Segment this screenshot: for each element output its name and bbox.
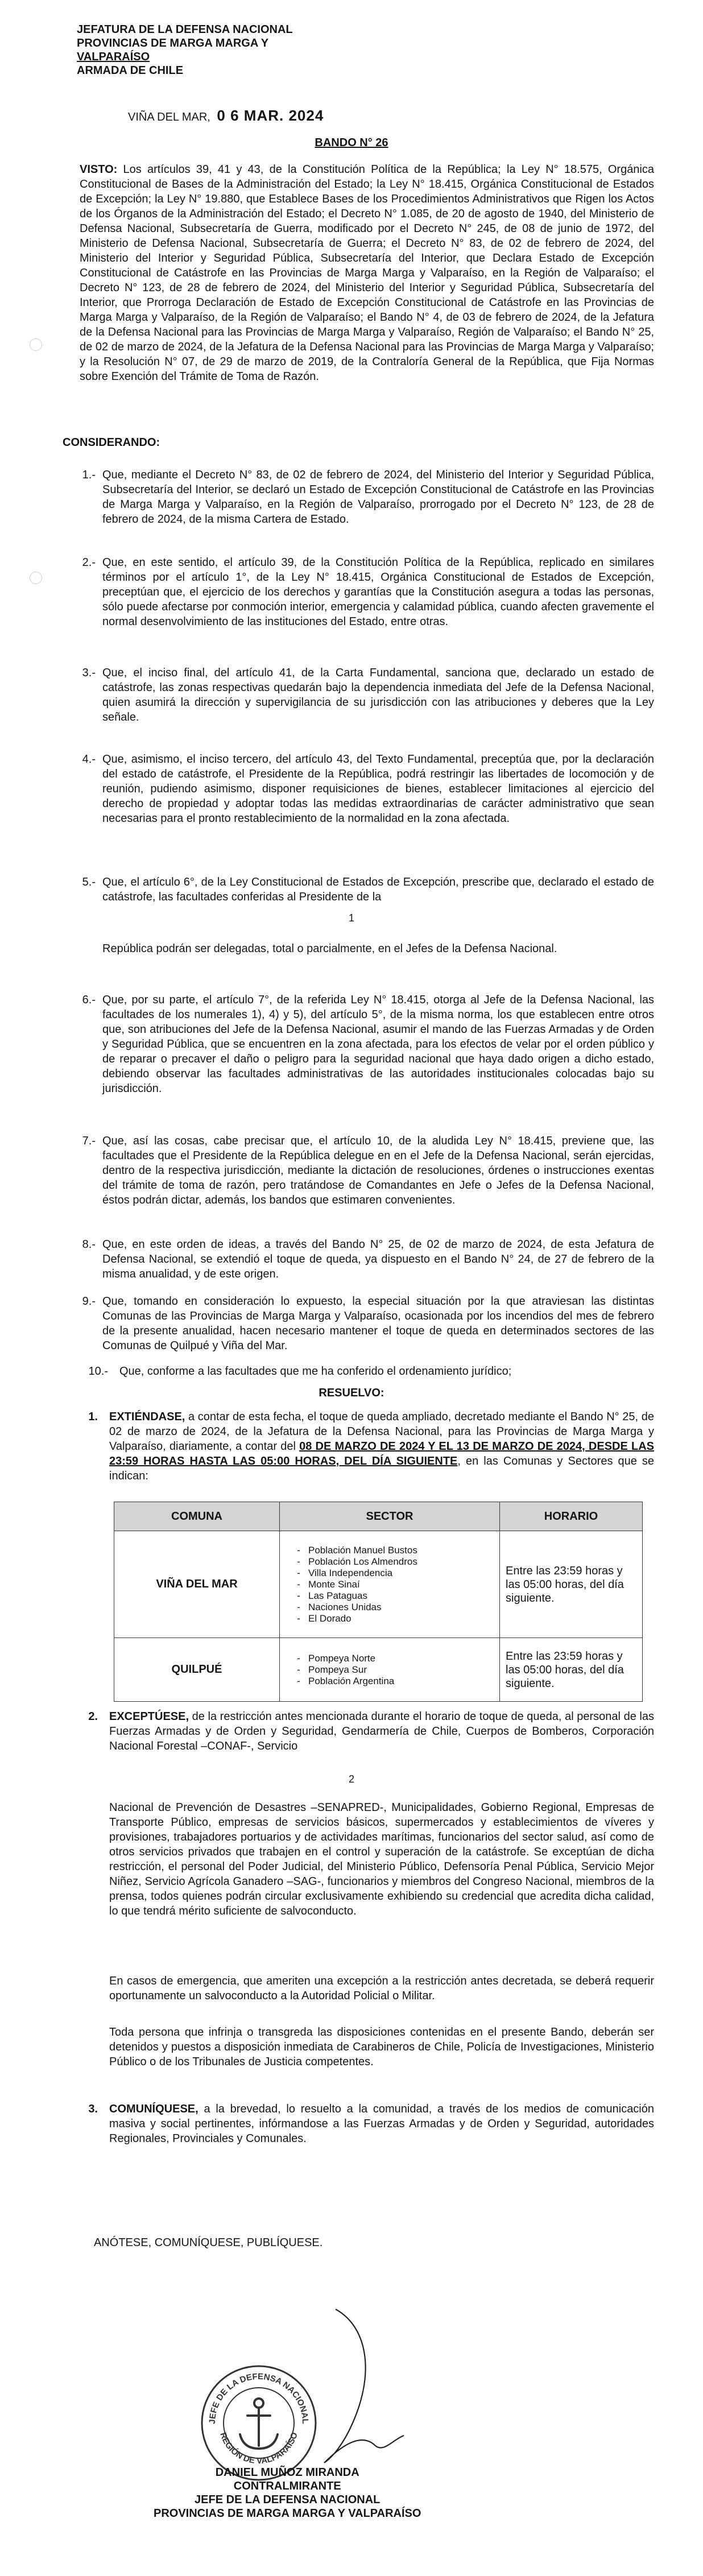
list-item: - El Dorado — [308, 1613, 494, 1624]
item-number: 7.- — [82, 1135, 96, 1147]
item-text: Que, asimismo, el inciso tercero, del artículo 43, del Texto Fundamental, preceptúa que, por la declaración del estado de catástrofe, el Presidente de la República, podrá restringir las libertades de locomoción y de reunión, pudiendo asimismo, disponer requisiciones de bienes, establecer limitaciones al ejercicio del derecho de propiedad y adoptar todas las medidas extraordinarias de carácter administrativo que sean necesarias para el pronto restablecimiento de la normalidad en la zona afectada. — [102, 753, 654, 825]
considerando-item — [68, 555, 654, 629]
item-text-a: a la brevedad, lo resuelto a la comunidad, a través de los medios de comunicación masiva y social pertinentes, infórmandose a las Fuerzas Armadas y de Orden y Seguridad, autoridades Regionales, Provinciales y Comunales. — [109, 2103, 654, 2145]
seal-top-text: JEFE DE LA DEFENSA NACIONAL — [207, 2371, 311, 2424]
letterhead-line: PROVINCIAS DE MARGA MARGA Y — [77, 37, 269, 49]
item-number: 1.- — [82, 469, 96, 481]
item-number: 2.- — [82, 556, 96, 569]
item-text — [109, 1409, 654, 1483]
comuna-cell: QUILPUÉ — [114, 1638, 280, 1702]
visto-label: VISTO: — [80, 163, 118, 176]
item-text-d: Toda persona que infrinja o transgreda las disposiciones contenidas en el presente Bando, deberán ser detenidos y puestos a disposición inmediata de Carabineros de Chile, Policía de Investigaciones, Ministerio Público o de los Tribunales de Justicia competentes. — [109, 2026, 654, 2068]
considerando-item — [68, 1294, 654, 1353]
list-item: - Las Pataguas — [308, 1590, 494, 1602]
list-item: - Población Los Almendros — [308, 1556, 494, 1568]
item-number: 8.- — [82, 1238, 96, 1251]
item-lead: EXTIÉNDASE, — [109, 1411, 185, 1423]
handwritten-signature — [313, 2304, 415, 2474]
list-item: - Monte Sinaí — [308, 1579, 494, 1590]
sector-cell — [280, 1531, 500, 1638]
date-place: VIÑA DEL MAR, — [128, 111, 210, 123]
considerando-item — [68, 665, 654, 725]
letterhead — [77, 23, 293, 77]
date-line — [128, 107, 324, 125]
document-title: BANDO N° 26 — [315, 137, 388, 149]
item-lead: COMUNÍQUESE, — [109, 2103, 199, 2115]
sector-list — [286, 1653, 494, 1687]
item-text: Que, en este sentido, el artículo 39, de la Constitución Política de la República, replicado en similares términos por el artículo 1°, de la Ley N° 18.415, Orgánica Constitucional de Estados de Excepción, preceptúan que, el ejercicio de los derechos y garantías que la Constitución asegura a todas las personas, sólo puede afectarse por conmoción interior, emergencia y calamidad pública, cuando afecten gravemente el normal desenvolvimiento de las instituciones del Estado, entre otras. — [102, 556, 654, 628]
list-item: - Pompeya Sur — [308, 1664, 494, 1676]
anchor-icon — [240, 2399, 278, 2449]
signer-role: JEFE DE LA DEFENSA NACIONAL — [195, 2494, 381, 2506]
item-number: 4.- — [82, 753, 96, 766]
signer-rank: CONTRALMIRANTE — [233, 2480, 341, 2492]
item-text: Que, conforme a las facultades que me ha conferido el ordenamiento jurídico; — [119, 1365, 512, 1378]
list-item: - Población Manuel Bustos — [308, 1545, 494, 1556]
item-text — [109, 2102, 654, 2146]
page-number: 2 — [348, 1773, 354, 1785]
item-text: Que, tomando en consideración lo expuesto, la especial situación por la que atraviesan las distintas Comunas de las Provincias de Marga Marga y Valparaíso, ocasionada por los incendios del mes de febrero de la presente anualidad, hacen necesario mantener el toque de queda en determinados sectores de las Comunas de Quilpué y Viña del Mar. — [102, 1295, 654, 1352]
item-text: Que, así las cosas, cabe precisar que, el artículo 10, de la aludida Ley N° 18.415, previene que, las facultades que el Presidente de la República delegue en en el Jefe de la Defensa Nacional, serán ejercidas, dentro de la respectiva jurisdicción, mediante la dictación de resoluciones, órdenes o instrucciones exentas del trámite de toma de razón, pero tratándose de Comandantes en Jefe o Jefes de la Defensa Nacional, éstos podrán dictar, además, los bandos que estimaren convenientes. — [102, 1135, 654, 1206]
table-row — [114, 1531, 643, 1638]
item-text-a: de la restricción antes mencionada durante el horario de toque de queda, al personal de las Fuerzas Armadas y de Orden y Seguridad, Gendarmería de Chile, Cuerpos de Bomberos, Corporación Nacional Forestal –CONAF-, Servicio — [109, 1710, 654, 1752]
item-text: Que, por su parte, el artículo 7°, de la referida Ley N° 18.415, otorga al Jefe de la Defensa Nacional, las facultades de los numerales 1), 4) y 5), del artículo 5°, de la misma norma, los que establecen entre otros que, son atribuciones del Jefe de la Defensa Nacional, asumir el mando de las Fuerzas Armadas y de Orden y Seguridad Pública, que se encuentren en la zona afectada, para los efectos de velar por el orden público y de reparar o precaver el daño o peligro para la seguridad nacional que haya dado origen a dicho estado, debiendo observar las facultades administrativas de las autoridades institucionales colocadas bajo su jurisdicción. — [102, 994, 654, 1095]
signer-jurisdiction: PROVINCIAS DE MARGA MARGA Y VALPARAÍSO — [154, 2507, 421, 2520]
item-number: 3. — [88, 2103, 98, 2115]
considerando-item — [68, 993, 654, 1096]
resuelvo-item-1 — [85, 1409, 654, 1483]
resuelvo-item-2-infractions — [85, 2025, 654, 2069]
item-text-b: Nacional de Prevención de Desastres –SENAPRED-, Municipalidades, Gobierno Regional, Empresas de Transporte Público, empresas de servicios básicos, supermercados y establecimientos de víveres y provisiones, trabajadores portuarios y de actividades marítimas, funcionarios del sector salud, así como de otros servicios privados que trabajen en el control y superación de la catástrofe. Se exceptúan de dicha restricción, el personal del Poder Judicial, del Ministerio Público, Defensoría Penal Pública, Servicio Mejor Niñez, Servicio Agrícola Ganadero –SAG-, funcionarios y miembros del Congreso Nacional, miembros de la prensa, todos quienes podrán circular exclusivamente exhibiendo su credencial que acredita dicha calidad, lo que tendrá mérito suficiente de salvoconducto. — [109, 1801, 654, 1917]
closing-formula: ANÓTESE, COMUNÍQUESE, PUBLÍQUESE. — [94, 2236, 323, 2249]
sector-list — [286, 1545, 494, 1624]
column-header: HORARIO — [500, 1502, 643, 1531]
letterhead-line: VALPARAÍSO — [77, 51, 150, 63]
considerando-item — [68, 1237, 654, 1281]
official-seal — [199, 2363, 319, 2483]
list-item: - Población Argentina — [308, 1676, 494, 1687]
resuelvo-heading: RESUELVO: — [319, 1387, 384, 1399]
item-number: 5.- — [82, 876, 96, 888]
letterhead-line: JEFATURA DE LA DEFENSA NACIONAL — [77, 23, 293, 36]
visto-text: Los artículos 39, 41 y 43, de la Constitución Política de la República; la Ley N° 18.575, Orgánica Constitucional de Bases de la Administración del Estado; la Ley N° 18.415, Orgánica Constitucional de Estados de Excepción; la Ley N° 19.880, que Establece Bases de los Procedimientos Administrativos que Rigen los Actos de los Órganos de la Administración del Estado; el Decreto N° 1.085, de 20 de agosto de 1940, del Ministerio de Defensa Nacional, Subsecretaría de Guerra, modificado por el Decreto N° 245, de 08 de junio de 1972, del Ministerio de Defensa Nacional, Subsecretaría de Guerra; el Decreto N° 83, de 02 de febrero de 2024, del Ministerio del Interior y Seguridad Pública, Subsecretaría del Interior, que Declara Estado de Excepción Constitucional de Catástrofe en las Provincias de Marga Marga y Valparaíso, en la Región de Valparaíso; el Decreto N° 123, de 28 de febrero de 2024, del Ministerio del Interior y Seguridad Pública, Subsecretaría del Interior, que Prorroga Declaración de Estado de Excepción Constitucional de Catástrofe en las Provincias de Marga Marga y Valparaíso, de la Región de Valparaíso; el Bando N° 4, de 03 de febrero de 2024, de la Jefatura de la Defensa Nacional para las Provincias de Marga Marga y Valparaíso, Región de Valparaíso; el Bando N° 25, de 02 de marzo de 2024, de la Jefatura de la Defensa Nacional para las Provincias de Marga Marga y Valparaíso; y la Resolución N° 07, de 29 de marzo de 2019, de la Contraloría General de la República, que Fija Normas sobre Exención del Trámite de Toma de Razón. — [80, 163, 654, 383]
item-lead: EXCEPTÚESE, — [109, 1710, 189, 1723]
letterhead-line: ARMADA DE CHILE — [77, 64, 184, 77]
considerando-item — [68, 1364, 654, 1379]
table-row — [114, 1638, 643, 1702]
item-number: 2. — [88, 1710, 98, 1723]
list-item: - Naciones Unidas — [308, 1602, 494, 1613]
item-number: 1. — [88, 1411, 98, 1423]
item-text-a: a contar de esta fecha, el toque de queda ampliado, decretado mediante el Bando N° 25, de 02 de marzo de 2024, de la Jefatura de la Defensa Nacional, para las Provincias de Marga Marga y Valparaíso, diariamente, a contar del — [109, 1411, 654, 1453]
punch-hole-mark — [30, 338, 42, 351]
item-text: Que, mediante el Decreto N° 83, de 02 de febrero de 2024, del Ministerio del Interior y Seguridad Pública, Subsecretaría del Interior, se declaró un Estado de Excepción Constitucional de Catástrofe en las Provincias de Marga Marga y Valparaíso, en la Región de Valparaíso, prorrogado por el Decreto N° 123, de 28 de febrero de 2024, de la misma Cartera de Estado. — [102, 469, 654, 526]
signer-name: DANIEL MUÑOZ MIRANDA — [215, 2466, 359, 2479]
list-item: - Pompeya Norte — [308, 1653, 494, 1664]
item-text: Que, el inciso final, del artículo 41, de la Carta Fundamental, sanciona que, declarado un estado de catástrofe, las zonas respectivas quedarán bajo la dependencia inmediata del Jefe de la Defensa Nacional, quien asumirá la dirección y supervigilancia de su jurisdicción con las atribuciones y deberes que la Ley señale. — [102, 667, 654, 723]
considerando-item — [68, 1134, 654, 1208]
curfew-table — [114, 1502, 643, 1702]
resuelvo-item-2-emergency — [85, 1974, 654, 2003]
resuelvo-item-3 — [85, 2102, 654, 2146]
item-number: 6.- — [82, 994, 96, 1006]
signature-block — [154, 2466, 421, 2520]
resuelvo-item-2-continued — [85, 1800, 654, 1918]
item-number: 10.- — [88, 1365, 108, 1378]
item-text — [109, 1709, 654, 1754]
considerando-heading: CONSIDERANDO: — [63, 436, 160, 449]
horario-cell: Entre las 23:59 horas y las 05:00 horas, del día siguiente. — [500, 1638, 643, 1702]
list-item: - Villa Independencia — [308, 1568, 494, 1579]
curfew-dates: 08 DE MARZO DE 2024 Y EL 13 DE MARZO DE 2024, DESDE LAS 23:59 HORAS HASTA LAS 05:00 HORAS, DEL DÍA SIGUIENTE — [109, 1440, 654, 1467]
considerando-item — [68, 752, 654, 826]
comuna-cell: VIÑA DEL MAR — [114, 1531, 280, 1638]
column-header: COMUNA — [114, 1502, 280, 1531]
punch-hole-mark — [30, 572, 42, 584]
visto-paragraph — [80, 162, 654, 384]
horario-cell: Entre las 23:59 horas y las 05:00 horas, del día siguiente. — [500, 1531, 643, 1638]
date-stamp: 0 6 MAR. 2024 — [217, 107, 324, 124]
page-number: 1 — [348, 912, 354, 924]
seal-bottom-text: REGIÓN DE VALPARAÍSO — [218, 2431, 300, 2466]
item-text: República podrán ser delegadas, total o parcialmente, en el Jefes de la Defensa Nacional. — [102, 942, 557, 955]
item-text: Que, el artículo 6°, de la Ley Constitucional de Estados de Excepción, prescribe que, declarado el estado de catástrofe, las facultades conferidas al Presidente de la — [102, 876, 654, 903]
column-header: SECTOR — [280, 1502, 500, 1531]
item-number: 9.- — [82, 1295, 96, 1308]
considerando-item — [68, 941, 654, 956]
sector-cell — [280, 1638, 500, 1702]
item-text: Que, en este orden de ideas, a través del Bando N° 25, de 02 de marzo de 2024, de esta Jefatura de Defensa Nacional, se extendió el toque de queda, ya dispuesto en el Bando N° 24, de 27 de febrero de la misma anualidad, y de este origen. — [102, 1238, 654, 1280]
considerando-item — [68, 875, 654, 904]
considerando-item — [68, 468, 654, 527]
item-text-c: En casos de emergencia, que ameriten una excepción a la restricción antes decretada, se deberá requerir oportunamente un salvoconducto a la Autoridad Policial o Militar. — [109, 1975, 654, 2002]
item-text-b: , en las Comunas y Sectores que se indican: — [109, 1455, 655, 1482]
item-number: 3.- — [82, 667, 96, 679]
resuelvo-item-2 — [85, 1709, 654, 1754]
